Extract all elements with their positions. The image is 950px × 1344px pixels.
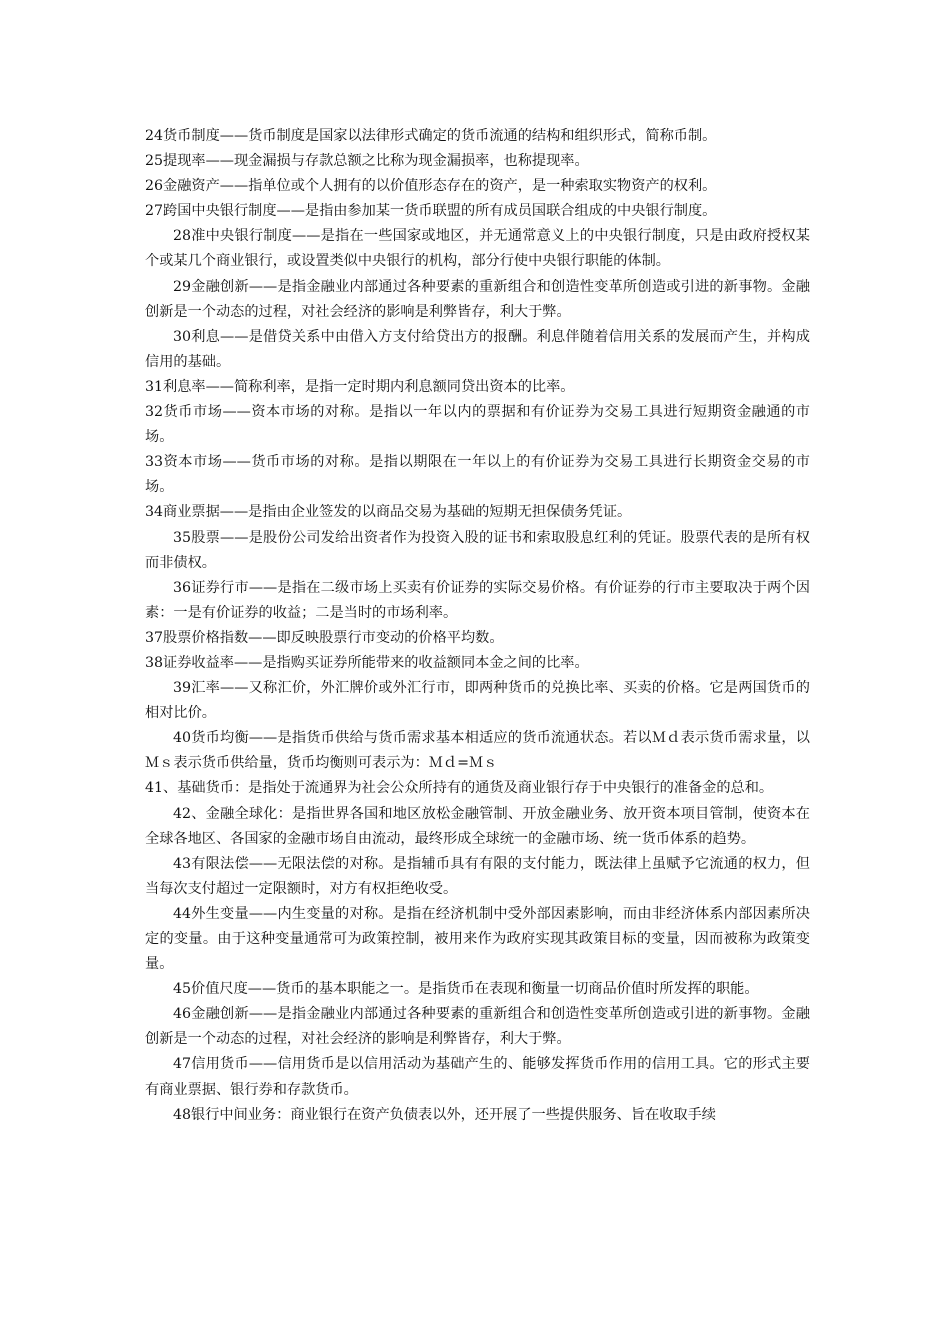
term-paragraph: 31利息率——简称利率，是指一定时期内利息额同贷出资本的比率。 xyxy=(145,378,575,395)
term-paragraph: 34商业票据——是指由企业签发的以商品交易为基础的短期无担保债务凭证。 xyxy=(145,504,632,521)
term-paragraph: 47信用货币——信用货币是以信用活动为基础产生的、能够发挥货币作用的信用工具。它的形式主要有商业票据、银行券和存款货币。 xyxy=(145,1056,810,1098)
term-paragraph: 38证券收益率——是指购买证券所能带来的收益额同本金之间的比率。 xyxy=(145,654,589,671)
term-paragraph: 35股票——是股份公司发给出资者作为投资入股的证书和索取股息红利的凭证。股票代表的是所有权而非债权。 xyxy=(145,529,810,571)
term-paragraph: 36证券行市——是指在二级市场上买卖有价证券的实际交易价格。有价证券的行市主要取决于两个因素：一是有价证券的收益；二是当时的市场利率。 xyxy=(145,579,810,621)
term-paragraph: 42、金融全球化：是指世界各国和地区放松金融管制、开放金融业务、放开资本项目管制，使资本在全球各地区、各国家的金融市场自由流动，最终形成全球统一的金融市场、统一货币体系的趋势。 xyxy=(145,805,810,847)
term-paragraph: 40货币均衡——是指货币供给与货币需求基本相适应的货币流通状态。若以Ｍｄ表示货币需求量，以Ｍｓ表示货币供给量，货币均衡则可表示为：Ｍｄ=Ｍｓ xyxy=(145,730,810,772)
term-paragraph: 46金融创新——是指金融业内部通过各种要素的重新组合和创造性变革所创造或引进的新事物。金融创新是一个动态的过程，对社会经济的影响是利弊皆存，利大于弊。 xyxy=(145,1006,810,1048)
term-paragraph: 44外生变量——内生变量的对称。是指在经济机制中受外部因素影响，而由非经济体系内部因素所决定的变量。由于这种变量通常可为政策控制，被用来作为政府实现其政策目标的变量，因而被称为政策变量。 xyxy=(145,905,810,973)
term-paragraph: 45价值尺度——货币的基本职能之一。是指货币在表现和衡量一切商品价值时所发挥的职能。 xyxy=(173,981,759,998)
term-paragraph: 28准中央银行制度——是指在一些国家或地区，并无通常意义上的中央银行制度，只是由政府授权某个或某几个商业银行，或设置类似中央银行的机构，部分行使中央银行职能的体制。 xyxy=(145,228,810,270)
term-paragraph: 32货币市场——资本市场的对称。是指以一年以内的票据和有价证券为交易工具进行短期资金融通的市场。 xyxy=(145,404,810,446)
term-paragraph: 29金融创新——是指金融业内部通过各种要素的重新组合和创造性变革所创造或引进的新事物。金融创新是一个动态的过程，对社会经济的影响是利弊皆存，利大于弊。 xyxy=(145,278,810,320)
document-page xyxy=(145,124,810,1128)
term-paragraph: 24货币制度——货币制度是国家以法律形式确定的货币流通的结构和组织形式，简称币制。 xyxy=(145,128,717,144)
term-paragraph: 27跨国中央银行制度——是指由参加某一货币联盟的所有成员国联合组成的中央银行制度。 xyxy=(145,203,717,220)
term-paragraph: 48银行中间业务：商业银行在资产负债表以外，还开展了一些提供服务、旨在收取手续 xyxy=(173,1106,716,1123)
term-paragraph: 26金融资产——指单位或个人拥有的以价值形态存在的资产，是一种索取实物资产的权利。 xyxy=(145,178,717,195)
term-paragraph: 43有限法偿——无限法偿的对称。是指辅币具有有限的支付能力，既法律上虽赋予它流通的权力，但当每次支付超过一定限额时，对方有权拒绝收受。 xyxy=(145,855,810,897)
term-paragraph: 25提现率——现金漏损与存款总额之比称为现金漏损率，也称提现率。 xyxy=(145,153,589,170)
term-paragraph: 39汇率——又称汇价，外汇牌价或外汇行市，即两种货币的兑换比率、买卖的价格。它是两国货币的相对比价。 xyxy=(145,680,810,722)
term-paragraph: 33资本市场——货币市场的对称。是指以期限在一年以上的有价证券为交易工具进行长期资金交易的市场。 xyxy=(145,454,810,496)
term-paragraph: 41、基础货币：是指处于流通界为社会公众所持有的通货及商业银行存于中央银行的准备金的总和。 xyxy=(145,780,774,797)
term-paragraph: 37股票价格指数——即反映股票行市变动的价格平均数。 xyxy=(145,629,504,646)
term-paragraph: 30利息——是借贷关系中由借入方支付给贷出方的报酬。利息伴随着信用关系的发展而产生，并构成信用的基础。 xyxy=(145,328,810,370)
